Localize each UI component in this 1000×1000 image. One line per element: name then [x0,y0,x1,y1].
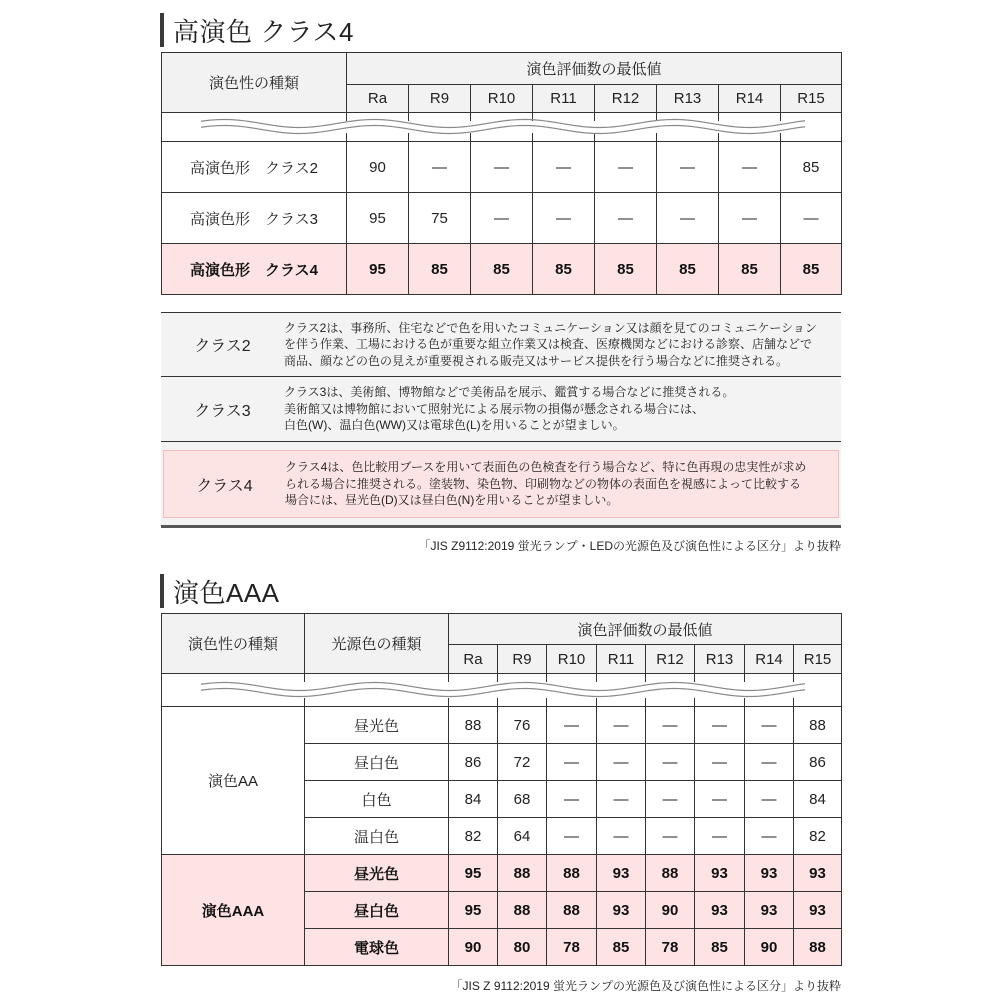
description-line: 白色(W)、温白色(WW)又は電球色(L)を用いることが望ましい。 [284,418,625,433]
break-cell [162,674,305,707]
value-cell: — [646,781,695,818]
description-text [284,320,817,370]
break-cell [547,674,597,707]
break-cell [781,113,842,142]
value-cell: 85 [409,244,471,295]
aaa-spec-table-wrapper [161,613,841,966]
class-label: クラス4 [196,477,253,495]
break-cell [162,113,347,142]
value-cell: — [719,193,781,244]
value-cell: 75 [409,193,471,244]
value-cell: — [695,744,745,781]
break-cell [449,674,498,707]
class-label: クラス3 [194,402,251,420]
value-cell: 85 [597,929,646,966]
value-cell: 85 [781,142,842,193]
value-cell: 68 [498,781,547,818]
break-cell [595,113,657,142]
min-value-group-header: 演色評価数の最低値 [347,53,842,85]
value-cell: — [597,744,646,781]
group-label: 演色AA [162,707,305,855]
value-cell: — [471,193,533,244]
light-source-label: 電球色 [305,929,449,966]
value-cell: 86 [794,744,842,781]
section-title: 高演色 クラス4 [173,16,354,47]
value-cell: 84 [449,781,498,818]
section-title: 演色AAA [173,577,280,608]
value-cell: — [471,142,533,193]
table-row [162,855,842,892]
min-value-group-header: 演色評価数の最低値 [449,614,842,645]
value-cell: — [657,142,719,193]
value-cell: 88 [794,929,842,966]
index-column-header: R11 [597,645,646,674]
value-cell: 85 [471,244,533,295]
light-source-label: 昼白色 [305,892,449,929]
break-cell [305,674,449,707]
value-cell: — [595,142,657,193]
value-cell: — [695,781,745,818]
value-cell: 85 [657,244,719,295]
header-row [162,53,842,85]
break-row [162,674,842,707]
description-line: 商品、顔などの色の見えが重要視される販売又はサービス提供を行う場合などに推奨される。 [284,353,789,368]
value-cell: — [719,142,781,193]
section-heading-class4 [160,13,354,47]
value-cell: — [657,193,719,244]
value-cell: 64 [498,818,547,855]
value-cell: 93 [695,892,745,929]
light-source-label: 昼白色 [305,744,449,781]
index-column-header: R15 [794,645,842,674]
class-description-table [161,312,841,528]
value-cell: 93 [745,855,794,892]
value-cell: 88 [547,892,597,929]
heading-accent-bar [160,574,164,608]
value-cell: — [597,818,646,855]
value-cell: 93 [794,855,842,892]
value-cell: — [646,707,695,744]
index-column-header: R9 [409,85,471,113]
value-cell: — [595,193,657,244]
group-label: 演色AAA [162,855,305,966]
value-cell: 90 [745,929,794,966]
break-cell [533,113,595,142]
table-row [162,707,842,744]
light-source-label: 白色 [305,781,449,818]
header-row [162,614,842,645]
value-cell: 80 [498,929,547,966]
value-cell: 88 [498,892,547,929]
value-cell: 95 [449,855,498,892]
value-cell: — [547,744,597,781]
description-row [163,450,839,518]
description-bottom-rule [161,525,841,528]
break-cell [597,674,646,707]
value-cell: 88 [547,855,597,892]
value-cell: — [547,707,597,744]
value-cell: 90 [347,142,409,193]
description-row [161,313,841,377]
index-column-header: R14 [745,645,794,674]
type-column-header: 演色性の種類 [162,614,305,674]
description-line: クラス4は、色比較用ブースを用いて表面色の色検査を行う場合など、特に色再現の忠実性が求め [285,460,807,475]
light-source-label: 温白色 [305,818,449,855]
value-cell: 95 [347,244,409,295]
value-cell: — [597,781,646,818]
value-cell: 78 [646,929,695,966]
value-cell: 82 [449,818,498,855]
value-cell: 93 [695,855,745,892]
index-column-header: R12 [595,85,657,113]
light-source-label: 昼光色 [305,707,449,744]
value-cell: 88 [449,707,498,744]
value-cell: 85 [533,244,595,295]
description-line: 美術館又は博物館において照射光による展示物の損傷が懸念される場合には、 [284,401,705,416]
value-cell: — [533,142,595,193]
value-cell: 93 [597,855,646,892]
value-cell: — [745,744,794,781]
break-cell [498,674,547,707]
value-cell: 76 [498,707,547,744]
break-row [162,113,842,142]
light-source-label: 昼光色 [305,855,449,892]
description-line: 場合には、昼光色(D)又は昼白色(N)を用いることが望ましい。 [285,493,619,508]
value-cell: 78 [547,929,597,966]
index-column-header: R10 [471,85,533,113]
index-column-header: R12 [646,645,695,674]
value-cell: 90 [646,892,695,929]
index-column-header: R9 [498,645,547,674]
index-column-header: R13 [695,645,745,674]
index-column-header: Ra [347,85,409,113]
table-row [162,193,842,244]
value-cell: — [695,707,745,744]
value-cell: 88 [646,855,695,892]
index-column-header: R14 [719,85,781,113]
value-cell: — [646,818,695,855]
index-column-header: Ra [449,645,498,674]
break-cell [695,674,745,707]
index-column-header: R13 [657,85,719,113]
value-cell: — [781,193,842,244]
value-cell: 95 [449,892,498,929]
class4-spec-table [161,52,842,295]
value-cell: — [409,142,471,193]
type-column-header: 演色性の種類 [162,53,347,113]
index-column-header: R10 [547,645,597,674]
value-cell: 86 [449,744,498,781]
break-cell [794,674,842,707]
break-cell [646,674,695,707]
value-cell: 82 [794,818,842,855]
source-citation-1: 「JIS Z9112:2019 蛍光ランプ・LEDの光源色及び演色性による区分」より抜粋 [418,539,841,553]
value-cell: 85 [719,244,781,295]
value-cell: 93 [597,892,646,929]
break-cell [347,113,409,142]
value-cell: 72 [498,744,547,781]
index-column-header: R15 [781,85,842,113]
value-cell: — [597,707,646,744]
description-line: られる場合に推奨される。塗装物、染色物、印刷物などの物体の表面色を視感によって比較する [285,476,802,491]
value-cell: 88 [794,707,842,744]
value-cell: 85 [595,244,657,295]
break-cell [471,113,533,142]
value-cell: — [745,781,794,818]
row-label: 高演色形 クラス2 [162,142,347,193]
heading-accent-bar [160,13,164,47]
table-row [162,142,842,193]
value-cell: — [646,744,695,781]
description-text [284,384,734,434]
description-line: クラス3は、美術館、博物館などで美術品を展示、鑑賞する場合などに推奨される。 [284,385,735,400]
section-heading-aaa [160,574,280,608]
table-row [162,244,842,295]
value-cell: 90 [449,929,498,966]
value-cell: — [745,818,794,855]
break-cell [745,674,794,707]
description-text [285,459,806,509]
value-cell: 95 [347,193,409,244]
row-label: 高演色形 クラス4 [162,244,347,295]
value-cell: — [745,707,794,744]
value-cell: — [547,781,597,818]
description-row [161,377,841,442]
value-cell: — [547,818,597,855]
class4-spec-table-wrapper [161,52,841,295]
aaa-spec-table [161,613,842,966]
value-cell: 93 [745,892,794,929]
description-line: クラス2は、事務所、住宅などで色を用いたコミュニケーション又は顔を見てのコミュニケーション [284,320,817,335]
break-cell [657,113,719,142]
row-label: 高演色形 クラス3 [162,193,347,244]
description-line: を伴う作業、工場における色が重要な組立作業又は検査、医療機関などにおける診察、店舗などで [284,337,813,352]
value-cell: 88 [498,855,547,892]
value-cell: — [695,818,745,855]
break-cell [409,113,471,142]
value-cell: 84 [794,781,842,818]
class-label: クラス2 [194,338,251,355]
light-column-header: 光源色の種類 [305,614,449,674]
source-citation-2: 「JIS Z 9112:2019 蛍光ランプの光源色及び演色性による区分」より抜粋 [450,979,841,993]
value-cell: 85 [695,929,745,966]
index-column-header: R11 [533,85,595,113]
value-cell: — [533,193,595,244]
value-cell: 93 [794,892,842,929]
value-cell: 85 [781,244,842,295]
break-cell [719,113,781,142]
